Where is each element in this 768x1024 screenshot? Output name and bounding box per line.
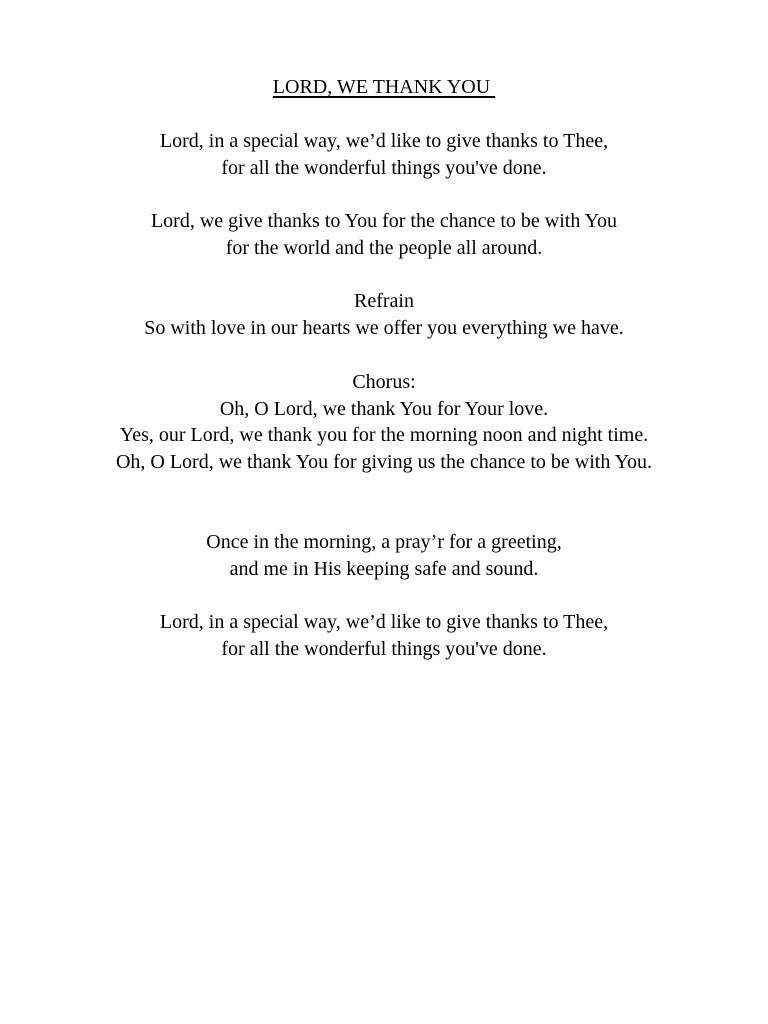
stanza-verse-2: [0, 208, 768, 261]
lyric-line: Lord, in a special way, we’d like to give thanks to Thee,: [159, 130, 609, 152]
lyric-line: for all the wonderful things you've done.: [221, 637, 547, 660]
stanza-verse-3: [0, 529, 768, 582]
lyric-line: Yes, our Lord, we thank you for the morning noon and night time.: [119, 424, 649, 447]
stanza-refrain: [0, 288, 768, 341]
lyric-line: Lord, we give thanks to You for the chance to be with You: [150, 210, 618, 232]
lyric-line: Lord, in a special way, we’d like to give thanks to Thee,: [159, 611, 609, 633]
song-title: LORD, WE THANK YOU: [272, 76, 496, 98]
lyric-line: Oh, O Lord, we thank You for Your love.: [219, 397, 549, 420]
stanza-verse-1: [0, 128, 768, 181]
stanza-verse-4: [0, 609, 768, 662]
lyric-line: Oh, O Lord, we thank You for giving us the chance to be with You.: [115, 450, 653, 473]
lyric-line: for the world and the people all around.: [225, 236, 543, 259]
chorus-heading: Chorus:: [352, 371, 416, 393]
refrain-heading: Refrain: [354, 290, 414, 312]
lyric-line: and me in His keeping safe and sound.: [229, 557, 539, 580]
lyric-line: Once in the morning, a pray’r for a greeting,: [206, 531, 562, 553]
lyric-line: for all the wonderful things you've done.: [221, 156, 547, 179]
stanza-chorus: [0, 369, 768, 475]
lyric-line: So with love in our hearts we offer you everything we have.: [144, 316, 624, 339]
